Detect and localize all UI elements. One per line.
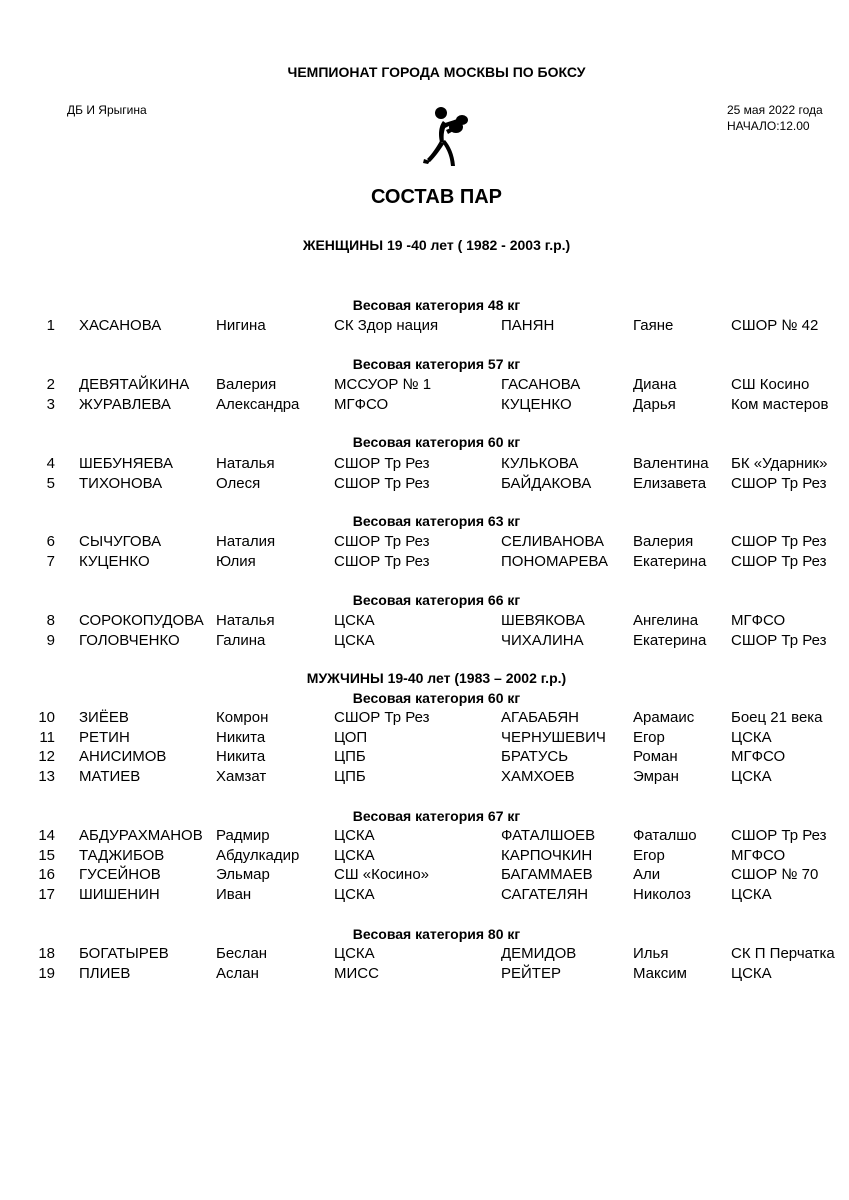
boxer2-surname: БРАТУСЬ: [501, 748, 569, 766]
boxer1-surname: ТАДЖИБОВ: [79, 846, 165, 864]
pair-number: 1: [46, 317, 55, 334]
women-section-header: ЖЕНЩИНЫ 19 -40 лет ( 1982 - 2003 г.р.): [302, 237, 571, 253]
weight-category-header: Весовая категория 60 кг: [352, 434, 521, 450]
boxer1-club: МССУОР № 1: [334, 376, 432, 393]
boxer2-club: СК П Перчатка: [731, 945, 835, 962]
boxer1-club: ЦПБ: [334, 748, 366, 766]
boxer2-surname: ГАСАНОВА: [501, 376, 581, 393]
pair-row: [0, 748, 849, 767]
pair-number: 3: [46, 395, 55, 413]
boxer1-surname: ГУСЕЙНОВ: [79, 866, 161, 884]
boxer2-firstname: Дарья: [633, 395, 676, 413]
boxer1-surname: АБДУРАХМАНОВ: [79, 827, 203, 844]
boxer1-club: ЦСКА: [334, 612, 375, 629]
boxer2-firstname: Максим: [633, 964, 687, 982]
boxer1-club: ЦСКА: [334, 945, 375, 962]
boxer1-firstname: Олеся: [216, 474, 261, 492]
boxer2-club: СШОР Тр Рез: [731, 533, 827, 550]
pair-row: [0, 827, 849, 846]
boxer2-surname: ПАНЯН: [501, 317, 555, 334]
boxer1-surname: СЫЧУГОВА: [79, 533, 162, 550]
boxer2-surname: ПОНОМАРЕВА: [501, 552, 608, 570]
start-time: НАЧАЛО:12.00: [727, 119, 810, 133]
weight-category-header: Весовая категория 67 кг: [352, 808, 521, 824]
boxer1-club: СШОР Тр Рез: [334, 474, 430, 492]
boxer2-firstname: Екатерина: [633, 552, 707, 570]
boxer2-firstname: Фаталшо: [633, 827, 697, 844]
boxer2-firstname: Елизавета: [633, 474, 707, 492]
boxer2-firstname: Илья: [633, 945, 669, 962]
boxer1-surname: ЗИЁЕВ: [79, 709, 129, 726]
boxer2-surname: АГАБАБЯН: [501, 709, 579, 726]
weight-category-header: Весовая категория 63 кг: [352, 513, 521, 529]
boxer1-club: МГФСО: [334, 395, 389, 413]
pair-row: [0, 376, 849, 395]
pair-row: [0, 533, 849, 552]
boxer2-club: СШОР Тр Рез: [731, 631, 827, 649]
pair-number: 18: [38, 945, 55, 962]
pair-number: 5: [46, 474, 55, 492]
boxer2-club: ЦСКА: [731, 767, 772, 785]
pair-row: [0, 612, 849, 631]
weight-category-header: Весовая категория 57 кг: [352, 356, 521, 372]
boxer1-firstname: Наталья: [216, 612, 275, 629]
boxer1-firstname: Нигина: [216, 317, 266, 334]
pair-number: 15: [38, 846, 55, 864]
boxer1-firstname: Хамзат: [216, 767, 267, 785]
boxer2-firstname: Николоз: [633, 885, 691, 903]
boxer2-club: ЦСКА: [731, 885, 772, 903]
boxer1-surname: ХАСАНОВА: [79, 317, 162, 334]
boxer2-firstname: Екатерина: [633, 631, 707, 649]
boxer2-club: ЦСКА: [731, 964, 772, 982]
boxer1-surname: ДЕВЯТАЙКИНА: [79, 376, 190, 393]
boxer1-firstname: Наталия: [216, 533, 276, 550]
boxer2-club: Боец 21 века: [731, 709, 823, 726]
boxer2-surname: СЕЛИВАНОВА: [501, 533, 604, 550]
pair-number: 7: [46, 552, 55, 570]
boxer1-firstname: Никита: [216, 728, 266, 746]
boxer2-surname: КУЦЕНКО: [501, 395, 572, 413]
pair-row: [0, 945, 849, 964]
weight-category-header: Весовая категория 48 кг: [352, 297, 521, 313]
boxer2-surname: РЕЙТЕР: [501, 964, 561, 982]
boxer1-club: СШОР Тр Рез: [334, 455, 430, 472]
boxer2-club: БК «Ударник»: [731, 455, 828, 472]
weight-category-header: Весовая категория 66 кг: [352, 592, 521, 608]
boxer1-firstname: Эльмар: [216, 866, 270, 884]
boxer1-club: ЦСКА: [334, 631, 375, 649]
pair-number: 4: [46, 455, 55, 472]
boxer1-firstname: Абдулкадир: [216, 846, 300, 864]
boxer2-firstname: Арамаис: [633, 709, 695, 726]
boxer2-club: СШОР № 42: [731, 317, 819, 334]
pair-row: [0, 729, 849, 748]
boxer2-firstname: Валентина: [633, 455, 709, 472]
boxer1-surname: РЕТИН: [79, 728, 130, 746]
boxer1-firstname: Галина: [216, 631, 266, 649]
boxer1-firstname: Александра: [216, 395, 300, 413]
boxer1-club: СШ «Косино»: [334, 866, 430, 884]
boxer1-surname: ПЛИЕВ: [79, 964, 131, 982]
pair-number: 12: [38, 748, 55, 766]
boxer1-surname: КУЦЕНКО: [79, 552, 150, 570]
boxer1-surname: МАТИЕВ: [79, 767, 141, 785]
boxer1-firstname: Валерия: [216, 376, 277, 393]
boxer1-club: ЦСКА: [334, 827, 375, 844]
pair-row: [0, 553, 849, 572]
pair-row: [0, 709, 849, 728]
boxer1-firstname: Иван: [216, 885, 252, 903]
boxer1-surname: ГОЛОВЧЕНКО: [79, 631, 180, 649]
boxer2-club: ЦСКА: [731, 728, 772, 746]
boxer1-surname: ШИШЕНИН: [79, 885, 160, 903]
boxer1-club: ЦОП: [334, 728, 368, 746]
boxer2-surname: ДЕМИДОВ: [501, 945, 577, 962]
boxer2-firstname: Ангелина: [633, 612, 699, 629]
boxer2-firstname: Гаяне: [633, 317, 674, 334]
pair-row: [0, 768, 849, 787]
boxer1-surname: СОРОКОПУДОВА: [79, 612, 204, 629]
venue-label: ДБ И Ярыгина: [67, 103, 147, 117]
boxer2-club: СШОР № 70: [731, 866, 819, 884]
boxer2-surname: ЧЕРНУШЕВИЧ: [501, 728, 606, 746]
boxer1-club: ЦСКА: [334, 885, 375, 903]
boxer2-surname: ШЕВЯКОВА: [501, 612, 585, 629]
pairs-title: СОСТАВ ПАР: [370, 186, 502, 208]
boxer1-surname: ЖУРАВЛЕВА: [79, 395, 171, 413]
boxer1-club: ЦПБ: [334, 767, 366, 785]
weight-category-header: Весовая категория 80 кг: [352, 926, 521, 942]
boxer1-club: МИСС: [334, 964, 379, 982]
boxer2-surname: КУЛЬКОВА: [501, 455, 579, 472]
boxer2-firstname: Егор: [633, 728, 665, 746]
boxer2-club: СШ Косино: [731, 376, 810, 393]
boxer2-surname: ЧИХАЛИНА: [501, 631, 584, 649]
boxer2-club: МГФСО: [731, 612, 786, 629]
pair-number: 16: [38, 866, 55, 884]
pair-number: 6: [46, 533, 55, 550]
boxer2-firstname: Диана: [633, 376, 677, 393]
boxer2-club: МГФСО: [731, 748, 786, 766]
boxer2-club: МГФСО: [731, 846, 786, 864]
boxer1-club: ЦСКА: [334, 846, 375, 864]
pair-number: 11: [39, 728, 55, 746]
boxer2-club: Ком мастеров: [731, 395, 829, 413]
pair-number: 17: [38, 885, 55, 903]
pair-row: [0, 866, 849, 885]
weight-category-header: Весовая категория 60 кг: [352, 690, 521, 706]
boxer1-firstname: Юлия: [216, 552, 256, 570]
pair-number: 10: [38, 709, 55, 726]
pair-row: [0, 847, 849, 866]
boxer2-surname: БАГАММАЕВ: [501, 866, 593, 884]
pair-number: 19: [38, 964, 55, 982]
pair-row: [0, 475, 849, 494]
boxer1-firstname: Комрон: [216, 709, 269, 726]
boxer1-club: СШОР Тр Рез: [334, 533, 430, 550]
boxer1-firstname: Радмир: [216, 827, 270, 844]
boxer2-firstname: Али: [633, 866, 661, 884]
boxer1-firstname: Аслан: [216, 964, 259, 982]
boxer1-surname: ШЕБУНЯЕВА: [79, 455, 173, 472]
boxer1-surname: АНИСИМОВ: [79, 748, 167, 766]
boxer2-club: СШОР Тр Рез: [731, 827, 827, 844]
boxer2-firstname: Роман: [633, 748, 678, 766]
boxer2-surname: ХАМХОЕВ: [501, 767, 575, 785]
boxer1-firstname: Наталья: [216, 455, 275, 472]
boxer2-surname: САГАТЕЛЯН: [501, 885, 589, 903]
men-section-header: МУЖЧИНЫ 19-40 лет (1983 – 2002 г.р.): [306, 670, 567, 686]
pair-number: 9: [46, 631, 55, 649]
pair-number: 8: [46, 612, 55, 629]
boxer1-firstname: Беслан: [216, 945, 268, 962]
boxer2-surname: БАЙДАКОВА: [501, 474, 592, 492]
boxer2-club: СШОР Тр Рез: [731, 474, 827, 492]
pair-row: [0, 455, 849, 474]
pair-number: 13: [38, 767, 55, 785]
boxer2-firstname: Валерия: [633, 533, 694, 550]
pair-number: 2: [46, 376, 55, 393]
boxer1-firstname: Никита: [216, 748, 266, 766]
event-date: 25 мая 2022 года: [727, 103, 823, 117]
boxer1-surname: ТИХОНОВА: [79, 474, 163, 492]
boxer2-firstname: Егор: [633, 846, 665, 864]
boxer2-firstname: Эмран: [633, 767, 679, 785]
boxer-logo-icon: [422, 104, 472, 170]
boxer1-club: СК Здор нация: [334, 317, 439, 334]
boxer2-surname: КАРПОЧКИН: [501, 846, 593, 864]
pair-number: 14: [38, 827, 55, 844]
pair-row: [0, 396, 849, 415]
pair-row: [0, 317, 849, 336]
page-title: ЧЕМПИОНАТ ГОРОДА МОСКВЫ ПО БОКСУ: [287, 64, 586, 80]
boxer1-surname: БОГАТЫРЕВ: [79, 945, 169, 962]
pair-row: [0, 965, 849, 984]
pair-row: [0, 886, 849, 905]
boxer2-club: СШОР Тр Рез: [731, 552, 827, 570]
boxer2-surname: ФАТАЛШОЕВ: [501, 827, 596, 844]
boxer1-club: СШОР Тр Рез: [334, 709, 430, 726]
boxer1-club: СШОР Тр Рез: [334, 552, 430, 570]
pair-row: [0, 632, 849, 651]
